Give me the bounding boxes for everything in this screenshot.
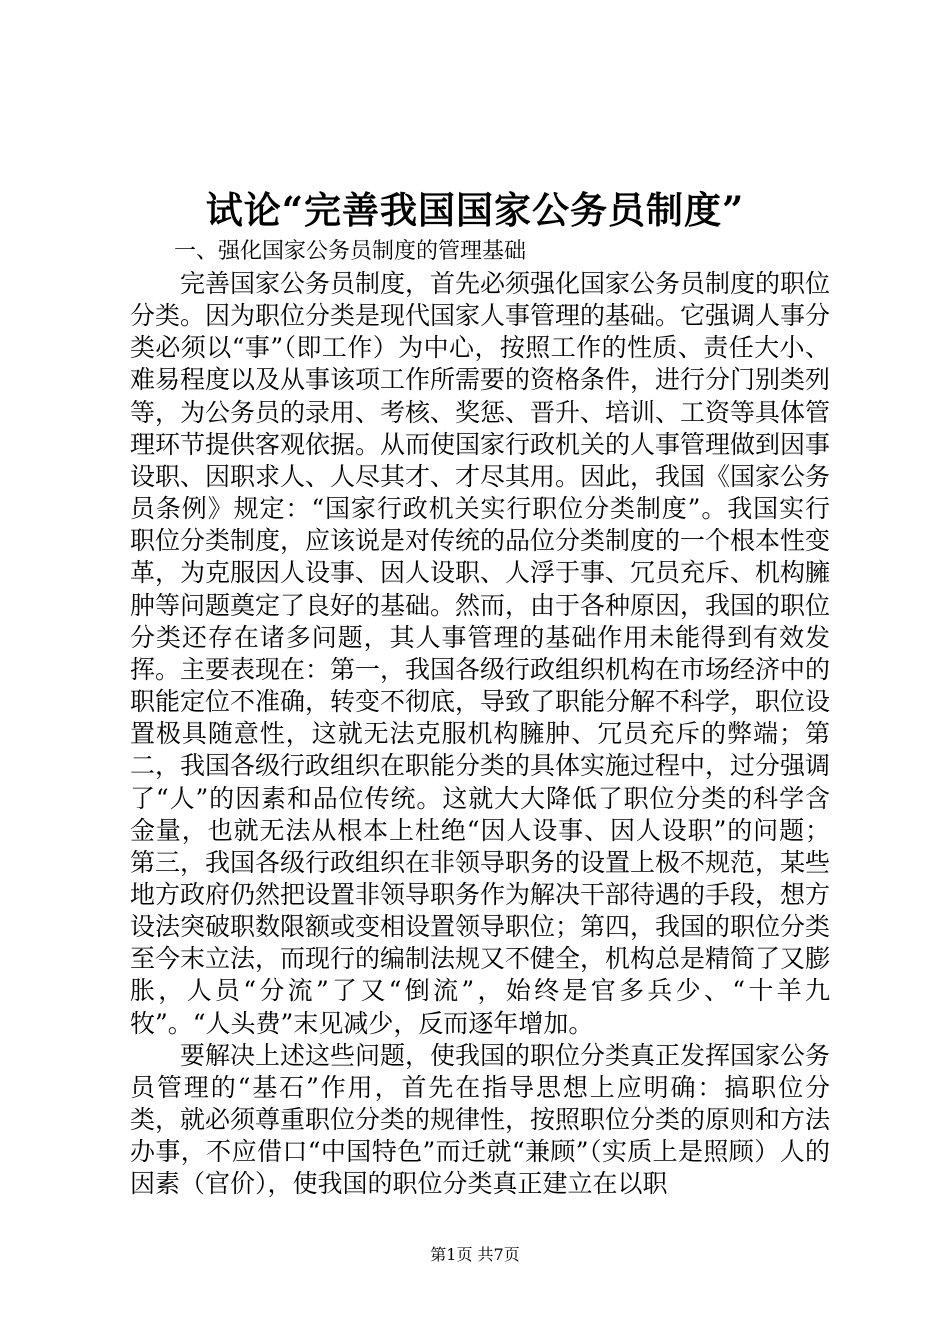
document-body	[130, 236, 830, 1201]
body-paragraph-2: 要解决上述这些问题，使我国的职位分类真正发挥国家公务员管理的“基石”作用，首先在指导思想上应明确：搞职位分类，就必须尊重职位分类的规律性，按照职位分类的原则和方法办事，不应借口“中国特色”而迁就“兼顾”（实质上是照顾）人的因素（官价），使我国的职位分类真正建立在以职	[130, 1040, 831, 1199]
body-paragraph-1: 完善国家公务员制度，首先必须强化国家公务员制度的职位分类。因为职位分类是现代国家人事管理的基础。它强调人事分类必须以“事”（即工作）为中心，按照工作的性质、责任大小、难易程度以及从事该项工作所需要的资格条件，进行分门别类列等，为公务员的录用、考核、奖惩、晋升、培训、工资等具体管理环节提供客观依据。从而使国家行政机关的人事管理做到因事设职、因职求人、人尽其才、才尽其用。因此，我国《国家公务员条例》规定：“国家行政机关实行职位分类制度”。我国实行职位分类制度，应该说是对传统的品位分类制度的一个根本性变革，为克服因人设事、因人设职、人浮于事、冗员充斥、机构臃肿等问题奠定了良好的基础。然而，由于各种原因，我国的职位分类还存在诸多问题，其人事管理的基础作用未能得到有效发挥。主要表现在：第一，我国各级行政组织机构在市场经济中的职能定位不准确，转变不彻底，导致了职能分解不科学，职位设置极具随意性，这就无法克服机构臃肿、冗员充斥的弊端；第二，我国各级行政组织在职能分类的具体实施过程中，过分强调了“人”的因素和品位传统。这就大大降低了职位分类的科学含金量，也就无法从根本上杜绝“因人设事、因人设职”的问题；第三，我国各级行政组织在非领导职务的设置上极不规范，某些地方政府仍然把设置非领导职务作为解决干部待遇的手段，想方设法突破职数限额或变相设置领导职位；第四，我国的职位分类至今末立法，而现行的编制法规又不健全，机构总是精简了又膨胀，人员“分流”了又“倒流”，始终是官多兵少、“十羊九牧”。“人头费”末见减少，反而逐年增加。	[130, 269, 831, 1038]
page-footer: 第1页 共7页	[430, 1245, 520, 1264]
document-title: 试论“完善我国国家公务员制度”	[205, 188, 745, 232]
section-heading: 一、强化国家公务员制度的管理基础	[174, 239, 527, 264]
